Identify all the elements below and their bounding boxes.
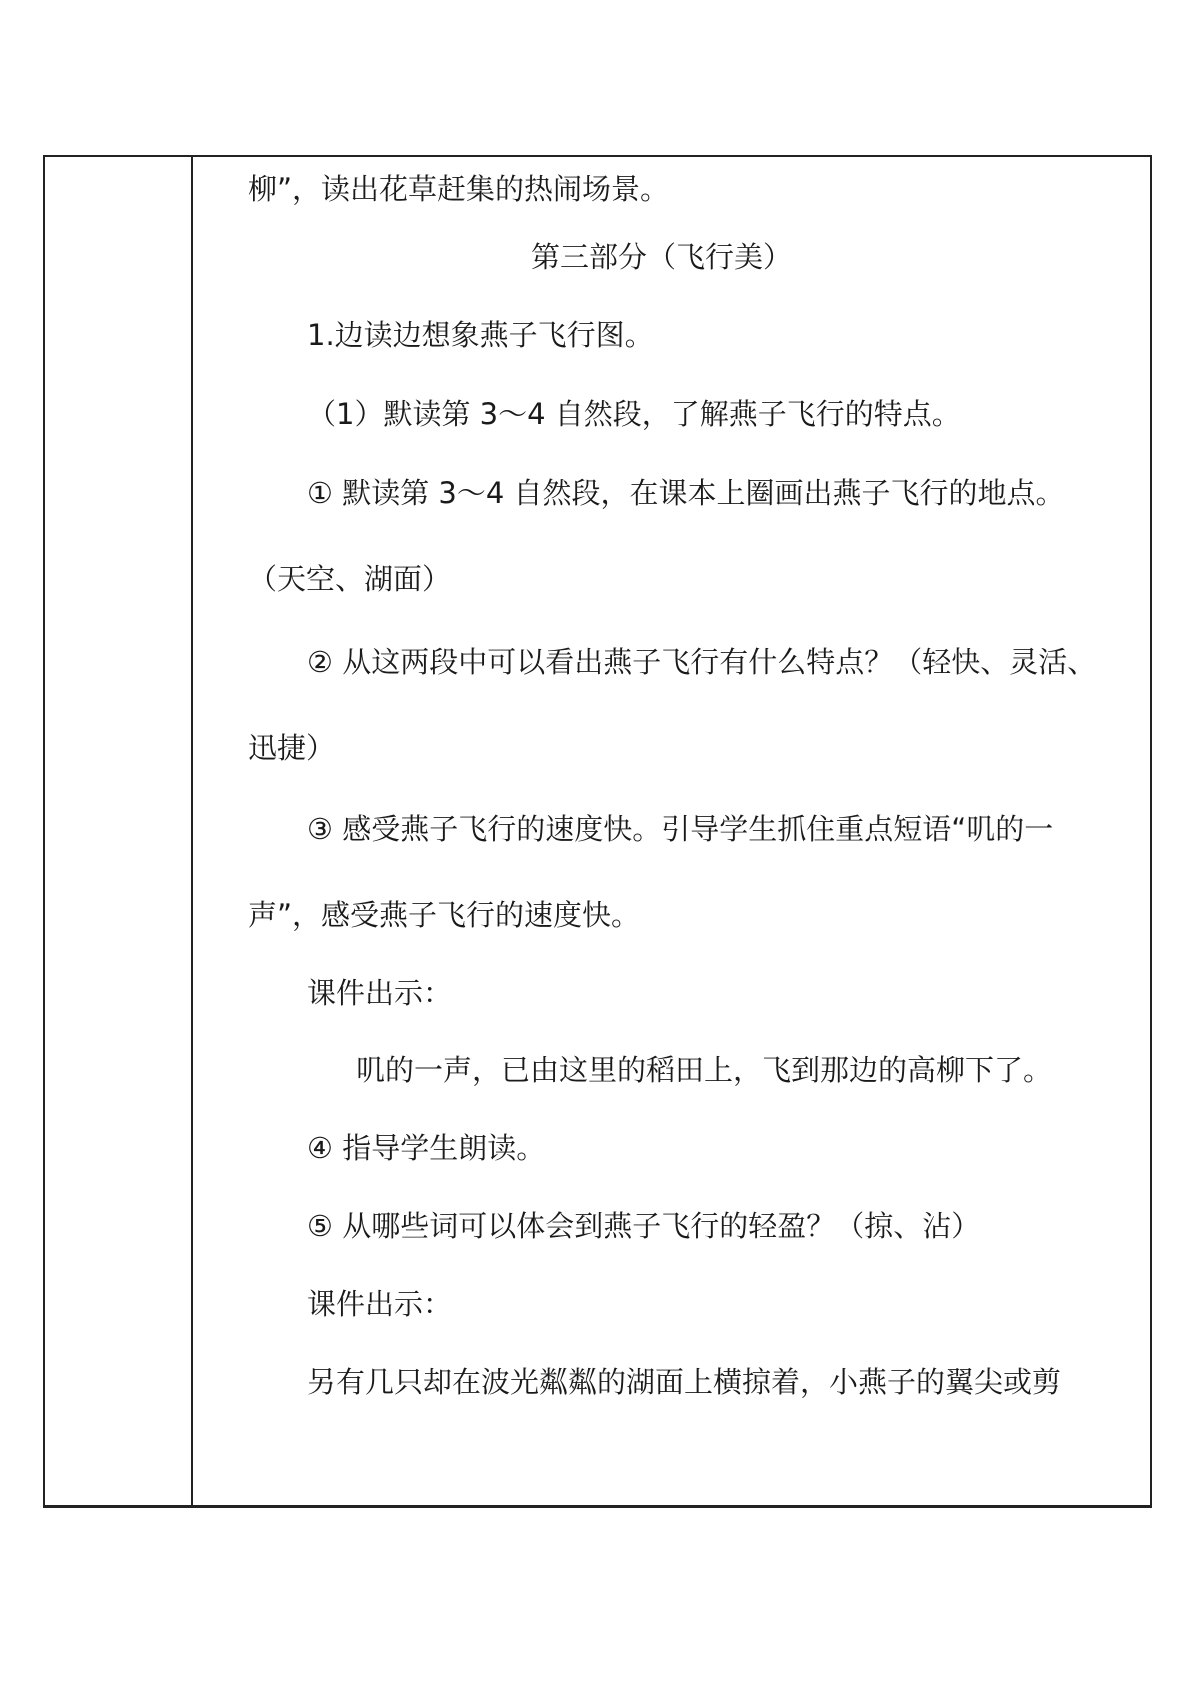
lesson-table	[43, 155, 1152, 1508]
text-line: ② 从这两段中可以看出燕子飞行有什么特点？（轻快、灵活、	[307, 645, 1097, 679]
text-line: ① 默读第 3～4 自然段，在课本上圈画出燕子飞行的地点。	[307, 476, 1065, 510]
quoted-text: 叽的一声，已由这里的稻田上，飞到那边的高柳下了。	[356, 1053, 1053, 1087]
text-line: 另有几只却在波光粼粼的湖面上横掠着，小燕子的翼尖或剪	[307, 1365, 1062, 1399]
text-line: ③ 感受燕子飞行的速度快。引导学生抓住重点短语“叽的一	[307, 812, 1054, 846]
text-line: （1）默读第 3～4 自然段，了解燕子飞行的特点。	[307, 397, 961, 431]
text-line: 课件出示：	[307, 976, 453, 1010]
text-line: 柳”，读出花草赶集的热闹场景。	[248, 172, 670, 206]
right-column-cell	[193, 157, 1150, 1505]
text-line: 声”，感受燕子飞行的速度快。	[248, 898, 641, 932]
text-line: 课件出示：	[307, 1287, 453, 1321]
section-heading: 第三部分（飞行美）	[531, 240, 793, 274]
left-column-cell	[45, 157, 193, 1505]
text-line: （天空、湖面）	[248, 562, 452, 596]
text-line: ⑤ 从哪些词可以体会到燕子飞行的轻盈？（掠、沾）	[307, 1209, 981, 1243]
text-line: 迅捷）	[248, 731, 336, 765]
text-line: 1.边读边想象燕子飞行图。	[307, 318, 654, 352]
text-line: ④ 指导学生朗读。	[307, 1131, 546, 1165]
